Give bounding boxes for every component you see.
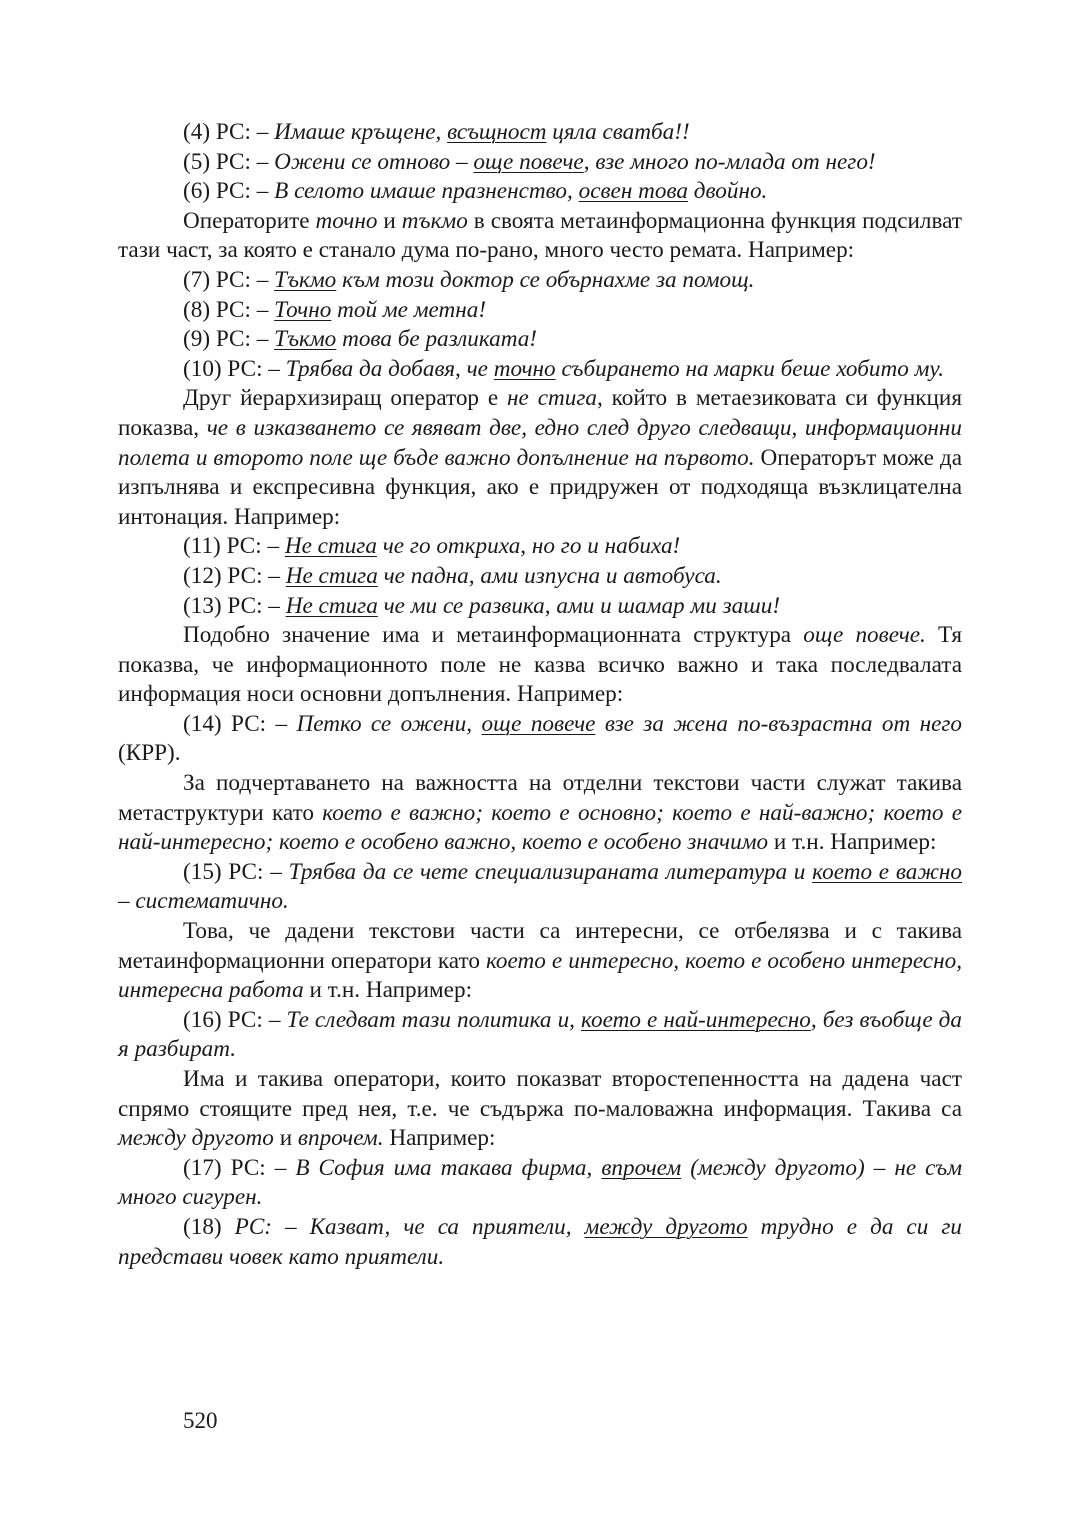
example-text: РС: – Казват, че са приятели, bbox=[234, 1213, 585, 1240]
example-label: (7) РС: – bbox=[183, 266, 275, 293]
example-16 bbox=[118, 1006, 962, 1065]
italic-term: между другото bbox=[118, 1125, 274, 1152]
example-label: (11) РС: – bbox=[183, 533, 285, 560]
highlighted-operator: точно bbox=[493, 355, 556, 382]
example-label: (14) РС: – bbox=[183, 710, 297, 737]
highlighted-operator: още повече bbox=[473, 148, 584, 175]
example-label: (4) РС: – bbox=[183, 119, 275, 145]
highlighted-operator: Не стига bbox=[284, 533, 377, 560]
example-10 bbox=[118, 355, 962, 385]
italic-term: не стига bbox=[507, 385, 597, 412]
highlighted-operator: което е най-интересно bbox=[581, 1006, 811, 1033]
example-text: трудно е да си ги представи човек като приятели. bbox=[118, 1213, 962, 1270]
example-text: това бе разликата! bbox=[336, 326, 538, 353]
italic-term: точно bbox=[315, 207, 378, 234]
example-text: че го откриха, но го и набиха! bbox=[376, 533, 681, 560]
page-body bbox=[118, 118, 962, 1272]
highlighted-operator: Точно bbox=[274, 296, 332, 323]
example-8 bbox=[118, 296, 962, 326]
highlighted-operator: Не стига bbox=[285, 592, 378, 619]
paragraph-1: Операторите точно и тъкмо в своята метаинформационна функция подсилват тази част, за която е станало дума по-рано, много често ремата. Например: bbox=[118, 207, 962, 264]
paragraph-2: Друг йерархизиращ оператор е не стига, който в метаезиковата си функция показва, че в изказването се явяват две, едно след друго следващи, информационни полета и второто поле ще бъде важно допълнение на първото. Операторът може да изпълнява и експресивна функция, ако е придружен от подходяща възклицателна интонация. Например: bbox=[118, 385, 962, 530]
page-number: 520 bbox=[183, 1408, 218, 1433]
example-text: че ми се развика, ами и шамар ми заши! bbox=[377, 592, 781, 619]
example-label: (10) РС: – bbox=[183, 355, 286, 382]
highlighted-operator: Тъкмо bbox=[274, 326, 337, 353]
example-text: събирането на марки беше хобито му. bbox=[555, 355, 945, 382]
example-9 bbox=[118, 325, 962, 355]
highlighted-operator: Тъкмо bbox=[274, 266, 337, 293]
example-label: (16) РС: – bbox=[183, 1006, 287, 1033]
paragraph-3: Подобно значение има и метаинформационната структура още повече. Тя показва, че информационното поле не казва всичко важно и така последвалата информация носи основни допълнения. Например: bbox=[118, 622, 963, 708]
example-text: че падна, ами изпусна и автобуса. bbox=[377, 562, 722, 589]
example-6 bbox=[118, 177, 962, 207]
example-text: Петко се ожени, bbox=[296, 710, 482, 737]
example-text: Трябва да добавя, че bbox=[285, 355, 494, 382]
example-label: (18) bbox=[183, 1213, 235, 1240]
example-label: (5) РС: – bbox=[183, 148, 275, 175]
source-note: (КРР). bbox=[118, 740, 181, 767]
example-text: Имаше кръщене, bbox=[274, 119, 448, 145]
example-text: , взе много по-млада от него! bbox=[583, 148, 876, 175]
italic-term: че в изказването се явяват две, едно след друго следващи, информационни полета и второто поле ще бъде важно допълнение на първото. bbox=[118, 414, 962, 471]
example-12 bbox=[118, 562, 962, 592]
example-text: двойно. bbox=[687, 178, 768, 205]
example-18 bbox=[118, 1213, 962, 1272]
example-text: към този доктор се обърнахме за помощ. bbox=[336, 266, 755, 293]
italic-term: което е важно; което е основно; което е най-важно; което е най-интересно; което е особено важно, което е особено значимо bbox=[118, 799, 962, 856]
highlighted-operator: освен това bbox=[578, 178, 688, 205]
example-4 bbox=[118, 118, 962, 148]
example-14 bbox=[118, 710, 962, 769]
example-15 bbox=[118, 858, 962, 917]
example-text: , без въобще да я разбират. bbox=[118, 1006, 963, 1063]
paragraph-6: Има и такива оператори, които показват второстепенността на дадена част спрямо стоящите пред нея, т.е. че съдържа по-маловажна информация. Такива са между другото и впрочем. Например: bbox=[118, 1066, 962, 1152]
example-label: (17) РС: – bbox=[183, 1154, 296, 1181]
italic-term: още повече. bbox=[803, 622, 926, 649]
example-label: (6) РС: – bbox=[183, 178, 275, 205]
example-text: той ме метна! bbox=[331, 296, 487, 323]
example-13 bbox=[118, 592, 962, 622]
highlighted-operator: впрочем bbox=[601, 1154, 682, 1181]
highlighted-operator: Не стига bbox=[285, 562, 378, 589]
example-text: цяла сватба!! bbox=[546, 119, 690, 145]
example-text: взе за жена по-възрастна от него bbox=[595, 710, 963, 737]
example-label: (15) РС: – bbox=[183, 858, 289, 885]
example-text: (между другото) – не съм много сигурен. bbox=[118, 1154, 962, 1211]
highlighted-operator: което е важно bbox=[812, 858, 963, 885]
italic-term: тъкмо bbox=[401, 207, 468, 234]
example-text: В София има такава фирма, bbox=[295, 1154, 602, 1181]
example-label: (13) РС: – bbox=[183, 592, 286, 619]
example-text: В селото имаше празненство, bbox=[274, 178, 579, 205]
example-text: – систематично. bbox=[118, 888, 289, 915]
highlighted-operator: между другото bbox=[584, 1213, 748, 1240]
italic-term: което е интересно, което е особено интересно, интересна работа bbox=[118, 947, 962, 1004]
paragraph-5: Това, че дадени текстови части са интересни, се отбелязва и с такива метаинформационни оператори като което е интересно, което е особено интересно, интересна работа и т.н. Например: bbox=[118, 918, 962, 1004]
italic-term: впрочем. bbox=[297, 1125, 384, 1152]
example-label: (8) РС: – bbox=[183, 296, 275, 323]
example-label: (12) РС: – bbox=[183, 562, 286, 589]
highlighted-operator: още повече bbox=[481, 710, 596, 737]
example-5 bbox=[118, 148, 962, 178]
example-7 bbox=[118, 266, 962, 296]
example-11 bbox=[118, 532, 962, 562]
example-label: (9) РС: – bbox=[183, 326, 275, 353]
highlighted-operator: всъщност bbox=[447, 119, 547, 145]
example-text: Те следват тази политика и, bbox=[286, 1006, 582, 1033]
example-text: Трябва да се чете специализираната литература и bbox=[288, 858, 813, 885]
paragraph-4: За подчертаването на важността на отделни текстови части служат такива метаструктури като което е важно; което е основно; което е най-важно; което е най-интересно; което е особено важно, което е особено значимо и т.н. Например: bbox=[118, 770, 962, 856]
example-text: Ожени се отново – bbox=[274, 148, 474, 175]
example-17 bbox=[118, 1154, 962, 1213]
